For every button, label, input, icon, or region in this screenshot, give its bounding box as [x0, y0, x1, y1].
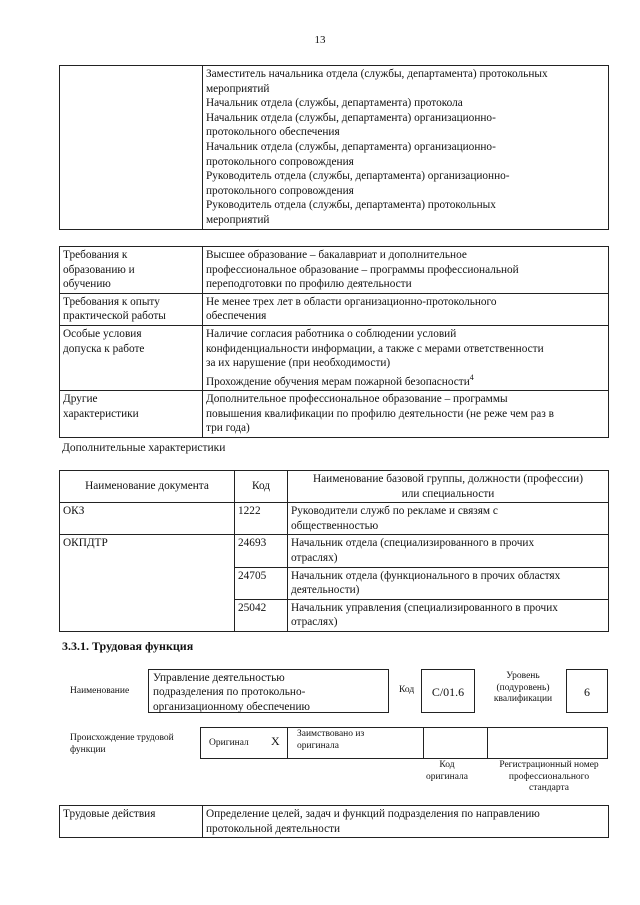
level-label	[483, 671, 563, 706]
action-line: Определение целей, задач и функций подразделения по направлению	[206, 808, 540, 820]
requirement-row-experience	[60, 293, 609, 325]
requirement-value	[203, 293, 609, 325]
name-cell	[288, 599, 609, 631]
position-line: протокольного сопровождения	[206, 184, 354, 197]
additional-header-row	[60, 471, 609, 503]
table-row	[60, 806, 609, 838]
actions-value	[203, 806, 609, 838]
function-name-line: организационному обеспечению	[153, 700, 310, 713]
requirements-table	[59, 246, 609, 438]
code-cell: 24705	[235, 567, 288, 599]
label-line: допуска к работе	[63, 342, 145, 355]
doc-cell: ОКПДТР	[60, 535, 235, 632]
borrowed-label	[297, 729, 364, 752]
name-line: отраслях)	[291, 551, 338, 564]
level-label-line: квалификации	[493, 694, 553, 704]
actions-label: Трудовые действия	[60, 806, 203, 838]
caption-line: оригинала	[426, 771, 468, 782]
additional-table	[59, 470, 609, 632]
code-cell: 24693	[235, 535, 288, 567]
function-name-line: Управление деятельностью	[153, 672, 285, 684]
header-doc: Наименование документа	[60, 471, 235, 503]
requirement-label	[60, 391, 203, 438]
name-cell	[288, 567, 609, 599]
requirement-row-other	[60, 391, 609, 438]
value-line: три года)	[206, 422, 250, 435]
value-line: переподготовки по профилю деятельности	[206, 278, 412, 291]
level-label-line: Уровень	[506, 671, 540, 681]
label-line: образованию и	[63, 263, 135, 276]
label-line: Требования к опыту	[63, 295, 160, 308]
origin-divider	[287, 728, 288, 758]
table-row	[60, 503, 609, 535]
requirement-label	[60, 293, 203, 325]
header-code: Код	[235, 471, 288, 503]
position-line: Начальник отдела (службы, департамента) протокола	[206, 97, 463, 110]
value-line: конфиденциальности информации, а также с мерами ответственности	[206, 342, 544, 355]
code-value-box: C/01.6	[421, 669, 475, 713]
code-label: Код	[399, 685, 415, 695]
name-line: Начальник управления (специализированного в прочих	[291, 601, 558, 614]
name-cell	[288, 535, 609, 567]
position-line: протокольного обеспечения	[206, 126, 340, 139]
fire-safety-text: Прохождение обучения мерам пожарной безопасности	[206, 375, 470, 388]
doc-cell: ОКЗ	[60, 503, 235, 535]
caption-line: профессионального	[508, 771, 590, 782]
requirement-row-education	[60, 247, 609, 294]
label-line: Требования к	[63, 249, 128, 261]
action-line: протокольной деятельности	[206, 822, 341, 835]
positions-label-cell	[60, 66, 203, 230]
borrowed-line: Заимствовано из	[297, 729, 365, 739]
name-line: деятельности)	[291, 584, 360, 597]
caption-line: стандарта	[529, 783, 569, 793]
requirement-label	[60, 247, 203, 294]
label-line: Особые условия	[63, 327, 142, 340]
original-mark[interactable]: X	[271, 734, 280, 748]
name-line: отраслях)	[291, 616, 338, 629]
value-line: Не менее трех лет в области организационно-протокольного	[206, 295, 497, 308]
label-line: характеристики	[63, 407, 139, 420]
origin-label	[70, 733, 174, 756]
value-line	[206, 371, 605, 389]
value-line: повышения квалификации по профилю деятельности (не реже чем раз в	[206, 407, 554, 420]
position-line: мероприятий	[206, 82, 270, 95]
value-line: Дополнительное профессиональное образование – программы	[206, 393, 508, 406]
value-line: за их нарушение (при необходимости)	[206, 357, 391, 370]
caption-line: Код	[439, 760, 455, 770]
function-name-box	[148, 669, 389, 713]
name-line: Начальник отдела (специализированного в прочих	[291, 537, 535, 550]
label-line: практической работы	[63, 310, 166, 323]
code-original-caption	[412, 760, 482, 783]
position-line: мероприятий	[206, 213, 270, 226]
value-line: обеспечения	[206, 310, 267, 323]
value-line: Высшее образование – бакалавриат и дополнительное	[206, 249, 467, 261]
name-line: Руководители служб по рекламе и связям с	[291, 505, 498, 518]
page-number: 13	[314, 34, 326, 46]
requirement-row-conditions	[60, 325, 609, 390]
label-line: Другие	[63, 393, 98, 406]
table-row	[60, 535, 609, 567]
position-line: Руководитель отдела (службы, департамента) протокольных	[206, 199, 496, 212]
positions-table	[59, 65, 609, 230]
code-cell: 1222	[235, 503, 288, 535]
origin-box	[200, 727, 608, 759]
header-line: или специальности	[401, 487, 495, 500]
original-label: Оригинал	[209, 738, 249, 748]
level-value-box: 6	[566, 669, 608, 713]
position-line: Руководитель отдела (службы, департамента) организационно-	[206, 170, 510, 183]
header-line: Наименование базовой группы, должности (профессии)	[313, 473, 583, 485]
level-label-line: (подуровень)	[496, 682, 550, 693]
value-line: Наличие согласия работника о соблюдении условий	[206, 327, 457, 340]
requirement-value	[203, 247, 609, 294]
section-title: 3.3.1. Трудовая функция	[62, 639, 194, 653]
position-line: Начальник отдела (службы, департамента) организационно-	[206, 111, 496, 124]
label-line: обучению	[63, 278, 111, 291]
requirement-value	[203, 325, 609, 390]
position-line: Начальник отдела (службы, департамента) организационно-	[206, 140, 496, 153]
name-line: Начальник отдела (функционального в прочих областях	[291, 569, 561, 582]
origin-divider	[423, 728, 424, 758]
function-name-line: подразделения по протокольно-	[153, 686, 306, 699]
reg-number-caption	[488, 760, 610, 795]
origin-label-line: Происхождение трудовой	[70, 733, 174, 743]
value-line: профессиональное образование – программы профессиональной	[206, 263, 519, 276]
name-line: общественностью	[291, 519, 379, 532]
borrowed-line: оригинала	[297, 740, 339, 751]
header-name	[288, 471, 609, 503]
footnote-marker[interactable]: 4	[469, 372, 474, 382]
code-cell: 25042	[235, 599, 288, 631]
caption-line: Регистрационный номер	[499, 760, 599, 770]
actions-table	[59, 805, 609, 838]
requirement-label	[60, 325, 203, 390]
name-label: Наименование	[70, 686, 130, 696]
requirement-value	[203, 391, 609, 438]
name-cell	[288, 503, 609, 535]
origin-divider	[487, 728, 488, 758]
additional-title: Дополнительные характеристики	[62, 442, 226, 454]
position-line: Заместитель начальника отдела (службы, департамента) протокольных	[206, 68, 548, 80]
positions-list-cell	[203, 66, 609, 230]
position-line: протокольного сопровождения	[206, 155, 354, 168]
origin-label-line: функции	[70, 744, 106, 755]
